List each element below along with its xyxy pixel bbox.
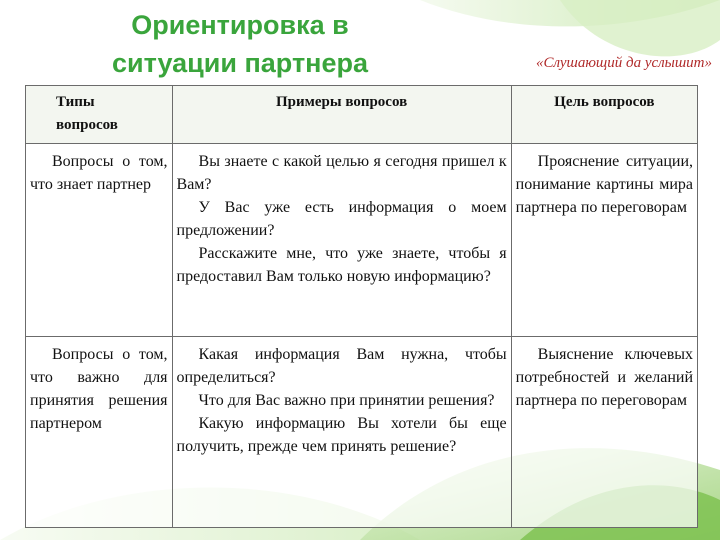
questions-table xyxy=(25,85,698,528)
question-type-text: Вопросы о том, что важно для принятия решения партнером xyxy=(30,346,168,432)
header-question-types-line-1: Типы xyxy=(56,94,95,110)
question-type-text: Вопросы о том, что знает партнер xyxy=(30,153,168,193)
question-goal-text: Прояснение ситуации, понимание картины мира партнера по переговорам xyxy=(515,153,693,216)
header-question-examples: Примеры вопросов xyxy=(172,86,511,144)
table-row xyxy=(26,144,698,337)
slide-title-line-2: ситуации партнера xyxy=(112,48,368,78)
question-goal-text: Выяснение ключевых потребностей и желаний партнера по переговорам xyxy=(515,346,693,409)
cell-question-examples xyxy=(172,144,511,337)
example-question: Расскажите мне, что уже знаете, чтобы я предоставил Вам только новую информацию? xyxy=(176,245,507,285)
example-question: Какую информацию Вы хотели бы еще получить, прежде чем принять решение? xyxy=(176,415,507,455)
table-row xyxy=(26,337,698,528)
cell-question-goal xyxy=(511,337,697,528)
cell-question-goal xyxy=(511,144,697,337)
header-question-types xyxy=(26,86,173,144)
slide-title xyxy=(60,6,420,82)
header-question-types-line-2: вопросов xyxy=(56,117,118,133)
header-question-goal: Цель вопросов xyxy=(511,86,697,144)
example-question: Что для Вас важно при принятии решения? xyxy=(198,392,495,409)
table-header-row xyxy=(26,86,698,144)
example-question: Вы знаете с какой целью я сегодня пришел к Вам? xyxy=(176,153,507,193)
example-question: Какая информация Вам нужна, чтобы определиться? xyxy=(176,346,507,386)
cell-question-examples xyxy=(172,337,511,528)
slogan: «Слушающий да услышит» xyxy=(536,55,712,71)
cell-question-type xyxy=(26,337,173,528)
cell-question-type xyxy=(26,144,173,337)
slide-title-line-1: Ориентировка в xyxy=(131,10,349,40)
example-question: У Вас уже есть информация о моем предложении? xyxy=(176,199,507,239)
